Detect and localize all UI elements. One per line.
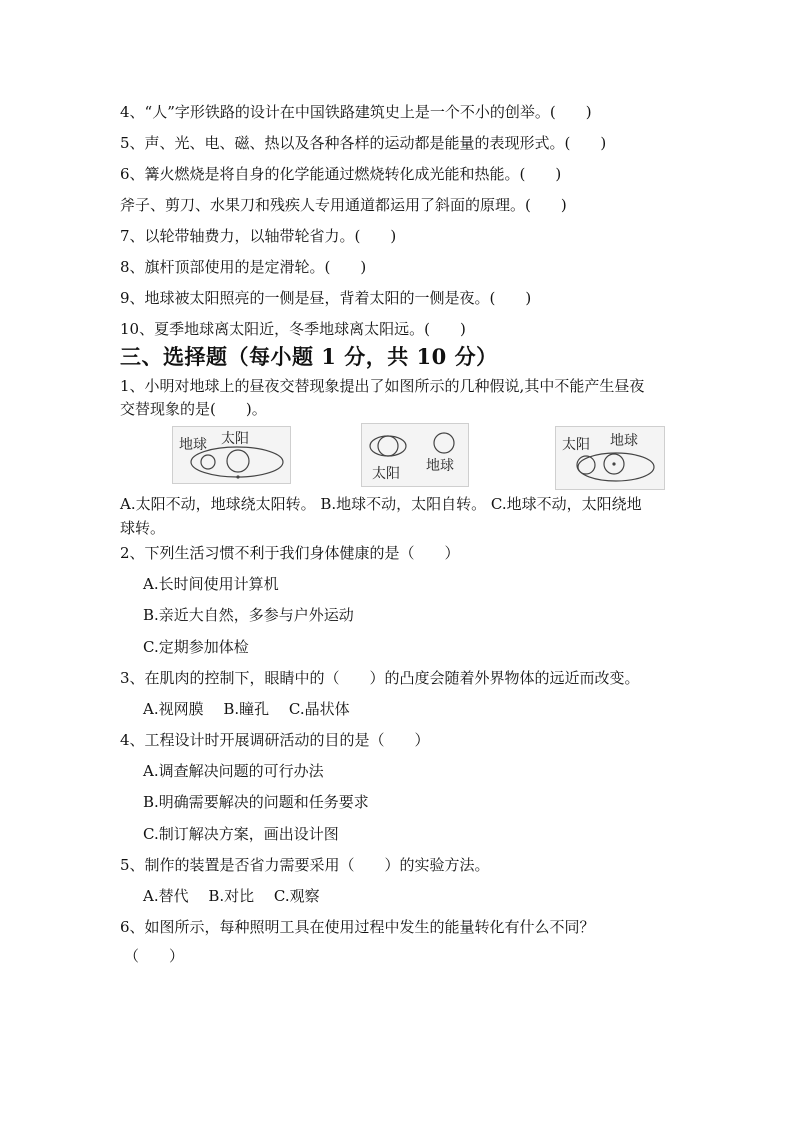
judgement-item-10: 10、夏季地球离太阳近，冬季地球离太阳远。( ) bbox=[120, 320, 466, 338]
judgement-item-5: 5、声、光、电、磁、热以及各种各样的运动都是能量的表现形式。( ) bbox=[120, 134, 607, 152]
label-sun-b: 太阳 bbox=[372, 466, 400, 482]
judgement-item-6b: 斧子、剪刀、水果刀和残疾人专用通道都运用了斜面的原理。( ) bbox=[120, 196, 567, 214]
q2-stem: 2、下列生活习惯不利于我们身体健康的是（ ） bbox=[120, 544, 460, 562]
label-earth-a: 地球 bbox=[179, 437, 207, 453]
q6-answer-paren: （ ） bbox=[124, 947, 185, 965]
q4-option-a: A.调查解决问题的可行办法 bbox=[143, 762, 324, 780]
q4-option-c: C.制订解决方案，画出设计图 bbox=[143, 825, 339, 843]
orbit-diagram-a bbox=[173, 427, 290, 483]
label-earth-c: 地球 bbox=[610, 433, 638, 449]
label-earth-b: 地球 bbox=[426, 458, 454, 474]
q2-option-c: C.定期参加体检 bbox=[143, 638, 249, 656]
judgement-item-6: 6、篝火燃烧是将自身的化学能通过燃烧转化成光能和热能。( ) bbox=[120, 165, 562, 183]
orbit-diagram-c bbox=[556, 427, 664, 489]
q1-options-line1: A.太阳不动，地球绕太阳转。 B.地球不动，太阳自转。 C.地球不动，太阳绕地 bbox=[120, 495, 642, 513]
q4-stem: 4、工程设计时开展调研活动的目的是（ ） bbox=[120, 731, 430, 749]
q3-stem: 3、在肌肉的控制下，眼睛中的（ ）的凸度会随着外界物体的远近而改变。 bbox=[120, 669, 640, 687]
q1-figure-a bbox=[172, 426, 291, 484]
q1-figure-b bbox=[361, 423, 469, 487]
judgement-item-9: 9、地球被太阳照亮的一侧是昼，背着太阳的一侧是夜。( ) bbox=[120, 289, 532, 307]
judgement-item-8: 8、旗杆顶部使用的是定滑轮。( ) bbox=[120, 258, 367, 276]
q5-options: A.替代 B.对比 C.观察 bbox=[143, 887, 320, 905]
q1-stem-line2: 交替现象的是( )。 bbox=[120, 400, 267, 418]
q6-stem: 6、如图所示，每种照明工具在使用过程中发生的能量转化有什么不同？ bbox=[120, 918, 595, 936]
q1-stem-line1: 1、小明对地球上的昼夜交替现象提出了如图所示的几种假说,其中不能产生昼夜 bbox=[120, 377, 645, 395]
judgement-item-7: 7、以轮带轴费力，以轴带轮省力。( ) bbox=[120, 227, 397, 245]
label-sun-c: 太阳 bbox=[562, 437, 590, 453]
q2-option-a: A.长时间使用计算机 bbox=[143, 575, 279, 593]
section-heading-choice: 三、选择题（每小题 1 分，共 10 分） bbox=[120, 344, 498, 369]
orbit-diagram-b bbox=[362, 424, 468, 486]
q2-option-b: B.亲近大自然，多参与户外运动 bbox=[143, 606, 354, 624]
q4-option-b: B.明确需要解决的问题和任务要求 bbox=[143, 793, 369, 811]
q5-stem: 5、制作的装置是否省力需要采用（ ）的实验方法。 bbox=[120, 856, 490, 874]
judgement-item-4: 4、“人”字形铁路的设计在中国铁路建筑史上是一个不小的创举。( ) bbox=[120, 103, 592, 121]
q1-options-line2: 球转。 bbox=[120, 519, 166, 537]
q3-options: A.视网膜 B.瞳孔 C.晶状体 bbox=[143, 700, 350, 718]
label-sun-a: 太阳 bbox=[221, 431, 249, 447]
q1-figure-c bbox=[555, 426, 665, 490]
